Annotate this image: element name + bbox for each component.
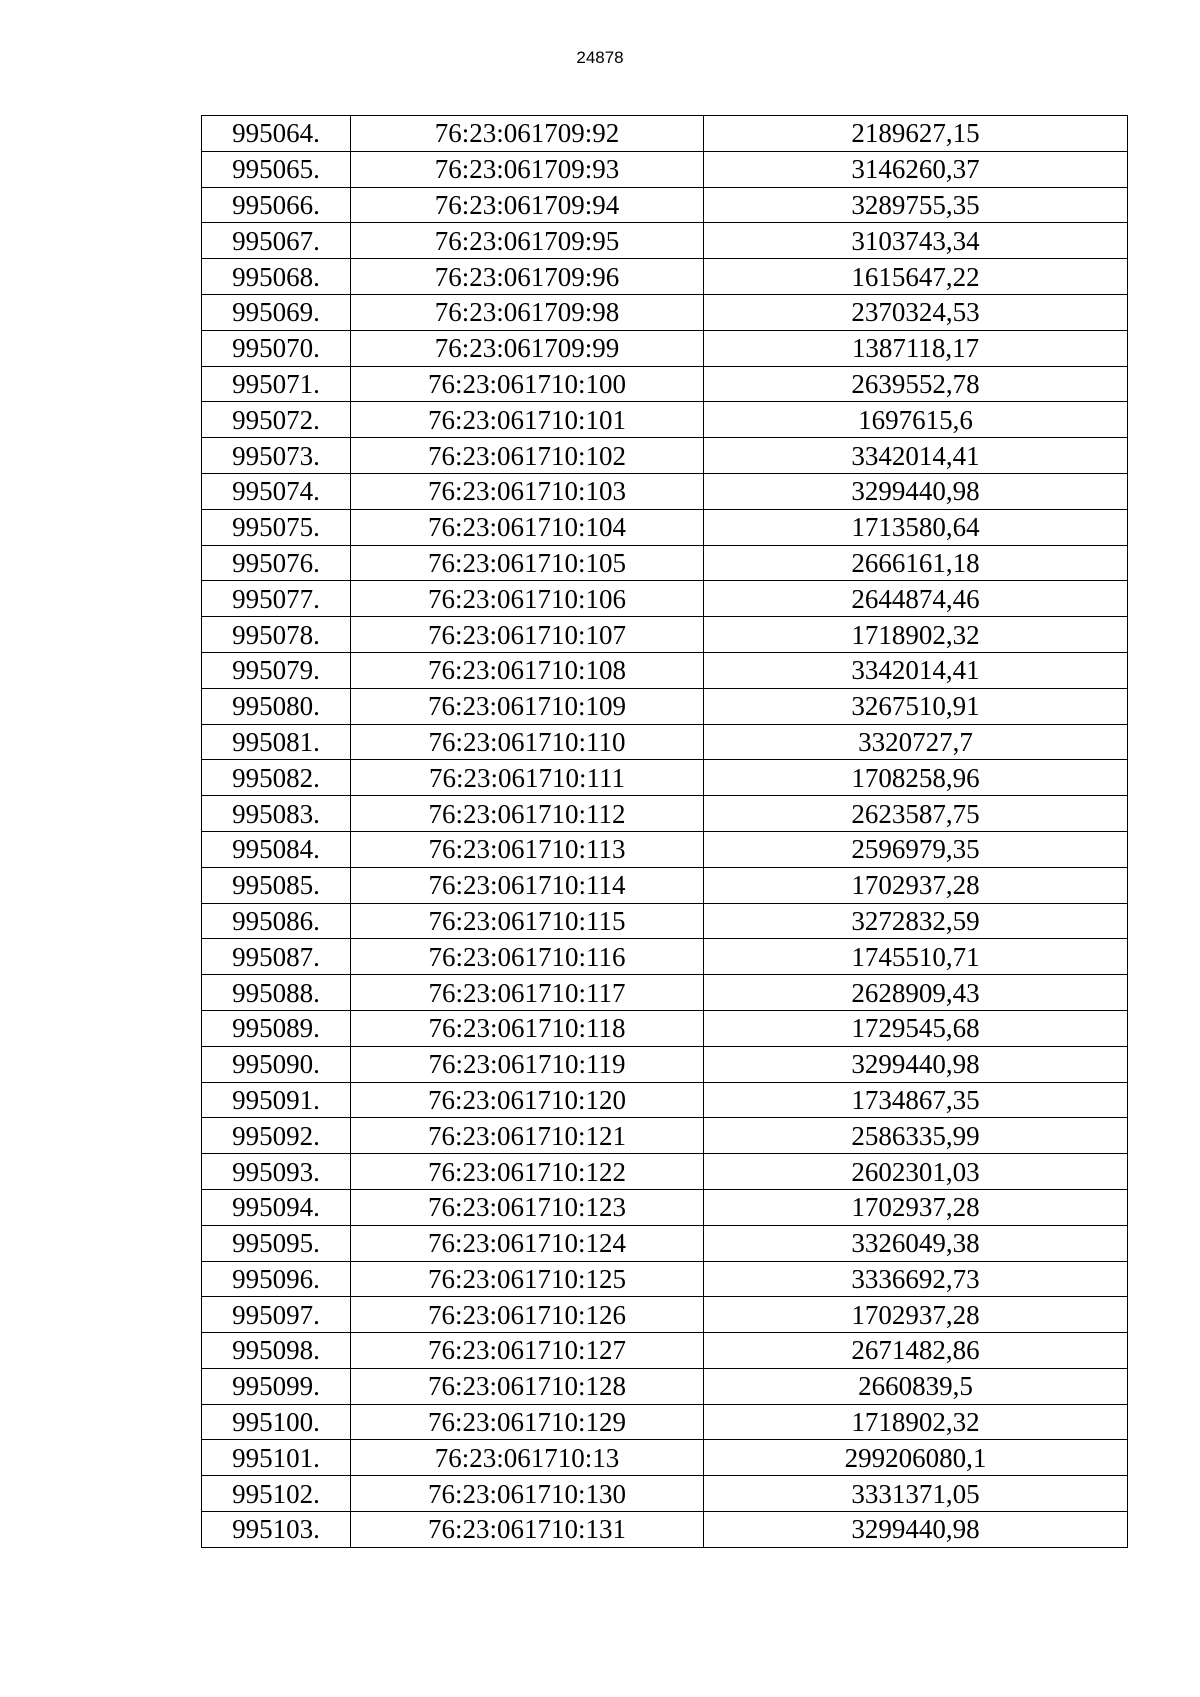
table-row [202,151,1128,187]
cadastral-number-cell: 76:23:061710:108 [351,652,704,688]
row-number-cell: 995075. [202,509,351,545]
row-number-cell: 995064. [202,116,351,152]
cadastral-number-cell: 76:23:061710:104 [351,509,704,545]
row-number-cell: 995097. [202,1297,351,1333]
row-number-cell: 995090. [202,1046,351,1082]
value-cell: 2639552,78 [704,366,1128,402]
row-number-cell: 995094. [202,1189,351,1225]
cadastral-number-cell: 76:23:061710:125 [351,1261,704,1297]
row-number-cell: 995088. [202,975,351,1011]
table-row [202,1082,1128,1118]
table-row [202,223,1128,259]
cadastral-number-cell: 76:23:061710:127 [351,1333,704,1369]
table-row [202,116,1128,152]
table-row [202,187,1128,223]
table-row [202,1189,1128,1225]
cadastral-number-cell: 76:23:061710:103 [351,473,704,509]
table-row [202,1333,1128,1369]
cadastral-number-cell: 76:23:061710:114 [351,867,704,903]
row-number-cell: 995077. [202,581,351,617]
table-row [202,330,1128,366]
cadastral-number-cell: 76:23:061710:122 [351,1154,704,1190]
table-row [202,1154,1128,1190]
table-row [202,259,1128,295]
cadastral-number-cell: 76:23:061709:96 [351,259,704,295]
value-cell: 1708258,96 [704,760,1128,796]
value-cell: 2370324,53 [704,294,1128,330]
value-cell: 3272832,59 [704,903,1128,939]
table-row [202,366,1128,402]
cadastral-number-cell: 76:23:061710:121 [351,1118,704,1154]
value-cell: 3299440,98 [704,473,1128,509]
value-cell: 2596979,35 [704,831,1128,867]
row-number-cell: 995101. [202,1440,351,1476]
cadastral-number-cell: 76:23:061710:123 [351,1189,704,1225]
cadastral-number-cell: 76:23:061710:13 [351,1440,704,1476]
table-row [202,509,1128,545]
row-number-cell: 995092. [202,1118,351,1154]
cadastral-number-cell: 76:23:061709:98 [351,294,704,330]
value-cell: 1702937,28 [704,867,1128,903]
row-number-cell: 995065. [202,151,351,187]
value-cell: 1702937,28 [704,1189,1128,1225]
table-row [202,1404,1128,1440]
table-row [202,975,1128,1011]
value-cell: 3103743,34 [704,223,1128,259]
row-number-cell: 995080. [202,688,351,724]
value-cell: 2671482,86 [704,1333,1128,1369]
cadastral-number-cell: 76:23:061710:110 [351,724,704,760]
row-number-cell: 995093. [202,1154,351,1190]
table-row [202,294,1128,330]
row-number-cell: 995098. [202,1333,351,1369]
cadastral-number-cell: 76:23:061710:115 [351,903,704,939]
row-number-cell: 995095. [202,1225,351,1261]
cadastral-number-cell: 76:23:061710:100 [351,366,704,402]
row-number-cell: 995071. [202,366,351,402]
row-number-cell: 995074. [202,473,351,509]
table-row [202,796,1128,832]
cadastral-number-cell: 76:23:061710:109 [351,688,704,724]
row-number-cell: 995086. [202,903,351,939]
cadastral-number-cell: 76:23:061710:102 [351,438,704,474]
value-cell: 3299440,98 [704,1046,1128,1082]
cadastral-number-cell: 76:23:061710:118 [351,1010,704,1046]
table-row [202,652,1128,688]
row-number-cell: 995079. [202,652,351,688]
table-row [202,438,1128,474]
value-cell: 1745510,71 [704,939,1128,975]
table-row [202,1225,1128,1261]
value-cell: 299206080,1 [704,1440,1128,1476]
row-number-cell: 995085. [202,867,351,903]
row-number-cell: 995102. [202,1476,351,1512]
table-row [202,1368,1128,1404]
row-number-cell: 995067. [202,223,351,259]
row-number-cell: 995099. [202,1368,351,1404]
value-cell: 1734867,35 [704,1082,1128,1118]
cadastral-number-cell: 76:23:061710:106 [351,581,704,617]
value-cell: 1697615,6 [704,402,1128,438]
table-row [202,545,1128,581]
row-number-cell: 995087. [202,939,351,975]
value-cell: 1615647,22 [704,259,1128,295]
table-row [202,1512,1128,1548]
cadastral-number-cell: 76:23:061709:92 [351,116,704,152]
value-cell: 2623587,75 [704,796,1128,832]
table-row [202,831,1128,867]
cadastral-number-cell: 76:23:061710:129 [351,1404,704,1440]
cadastral-number-cell: 76:23:061709:95 [351,223,704,259]
row-number-cell: 995082. [202,760,351,796]
cadastral-number-cell: 76:23:061710:105 [351,545,704,581]
value-cell: 1718902,32 [704,617,1128,653]
row-number-cell: 995068. [202,259,351,295]
cadastral-number-cell: 76:23:061709:94 [351,187,704,223]
table-row [202,1010,1128,1046]
value-cell: 3299440,98 [704,1512,1128,1548]
value-cell: 2666161,18 [704,545,1128,581]
cadastral-number-cell: 76:23:061710:116 [351,939,704,975]
table-row [202,617,1128,653]
row-number-cell: 995089. [202,1010,351,1046]
cadastral-number-cell: 76:23:061710:117 [351,975,704,1011]
value-cell: 2644874,46 [704,581,1128,617]
row-number-cell: 995072. [202,402,351,438]
value-cell: 3331371,05 [704,1476,1128,1512]
row-number-cell: 995073. [202,438,351,474]
row-number-cell: 995081. [202,724,351,760]
value-cell: 2586335,99 [704,1118,1128,1154]
table-row [202,402,1128,438]
value-cell: 2660839,5 [704,1368,1128,1404]
value-cell: 2189627,15 [704,116,1128,152]
table-row [202,1046,1128,1082]
row-number-cell: 995083. [202,796,351,832]
table-row [202,1118,1128,1154]
cadastral-number-cell: 76:23:061710:119 [351,1046,704,1082]
table-row [202,724,1128,760]
table-row [202,581,1128,617]
table-row [202,688,1128,724]
value-cell: 1702937,28 [704,1297,1128,1333]
row-number-cell: 995096. [202,1261,351,1297]
cadastral-number-cell: 76:23:061710:131 [351,1512,704,1548]
table-row [202,867,1128,903]
value-cell: 1729545,68 [704,1010,1128,1046]
cadastral-number-cell: 76:23:061710:130 [351,1476,704,1512]
value-cell: 2602301,03 [704,1154,1128,1190]
value-cell: 2628909,43 [704,975,1128,1011]
table-row [202,1297,1128,1333]
table-row [202,903,1128,939]
row-number-cell: 995066. [202,187,351,223]
table-row [202,1261,1128,1297]
cadastral-number-cell: 76:23:061709:99 [351,330,704,366]
row-number-cell: 995078. [202,617,351,653]
table-row [202,939,1128,975]
row-number-cell: 995076. [202,545,351,581]
table-row [202,1440,1128,1476]
value-cell: 3320727,7 [704,724,1128,760]
cadastral-number-cell: 76:23:061710:101 [351,402,704,438]
table-row [202,760,1128,796]
value-cell: 3289755,35 [704,187,1128,223]
cadastral-number-cell: 76:23:061710:107 [351,617,704,653]
value-cell: 3146260,37 [704,151,1128,187]
cadastral-number-cell: 76:23:061710:124 [351,1225,704,1261]
cadastral-number-cell: 76:23:061710:112 [351,796,704,832]
cadastral-number-cell: 76:23:061710:126 [351,1297,704,1333]
value-cell: 3326049,38 [704,1225,1128,1261]
cadastral-number-cell: 76:23:061710:113 [351,831,704,867]
row-number-cell: 995069. [202,294,351,330]
row-number-cell: 995091. [202,1082,351,1118]
row-number-cell: 995100. [202,1404,351,1440]
cadastral-number-cell: 76:23:061710:128 [351,1368,704,1404]
cadastral-number-cell: 76:23:061710:120 [351,1082,704,1118]
row-number-cell: 995084. [202,831,351,867]
value-cell: 3336692,73 [704,1261,1128,1297]
table-row [202,473,1128,509]
value-cell: 1387118,17 [704,330,1128,366]
page-number: 24878 [576,48,624,67]
row-number-cell: 995070. [202,330,351,366]
value-cell: 1718902,32 [704,1404,1128,1440]
value-cell: 3342014,41 [704,652,1128,688]
value-cell: 3267510,91 [704,688,1128,724]
cadastral-value-table [201,115,1128,1548]
cadastral-number-cell: 76:23:061709:93 [351,151,704,187]
value-cell: 3342014,41 [704,438,1128,474]
row-number-cell: 995103. [202,1512,351,1548]
table-row [202,1476,1128,1512]
cadastral-number-cell: 76:23:061710:111 [351,760,704,796]
table-body [202,116,1128,1548]
value-cell: 1713580,64 [704,509,1128,545]
